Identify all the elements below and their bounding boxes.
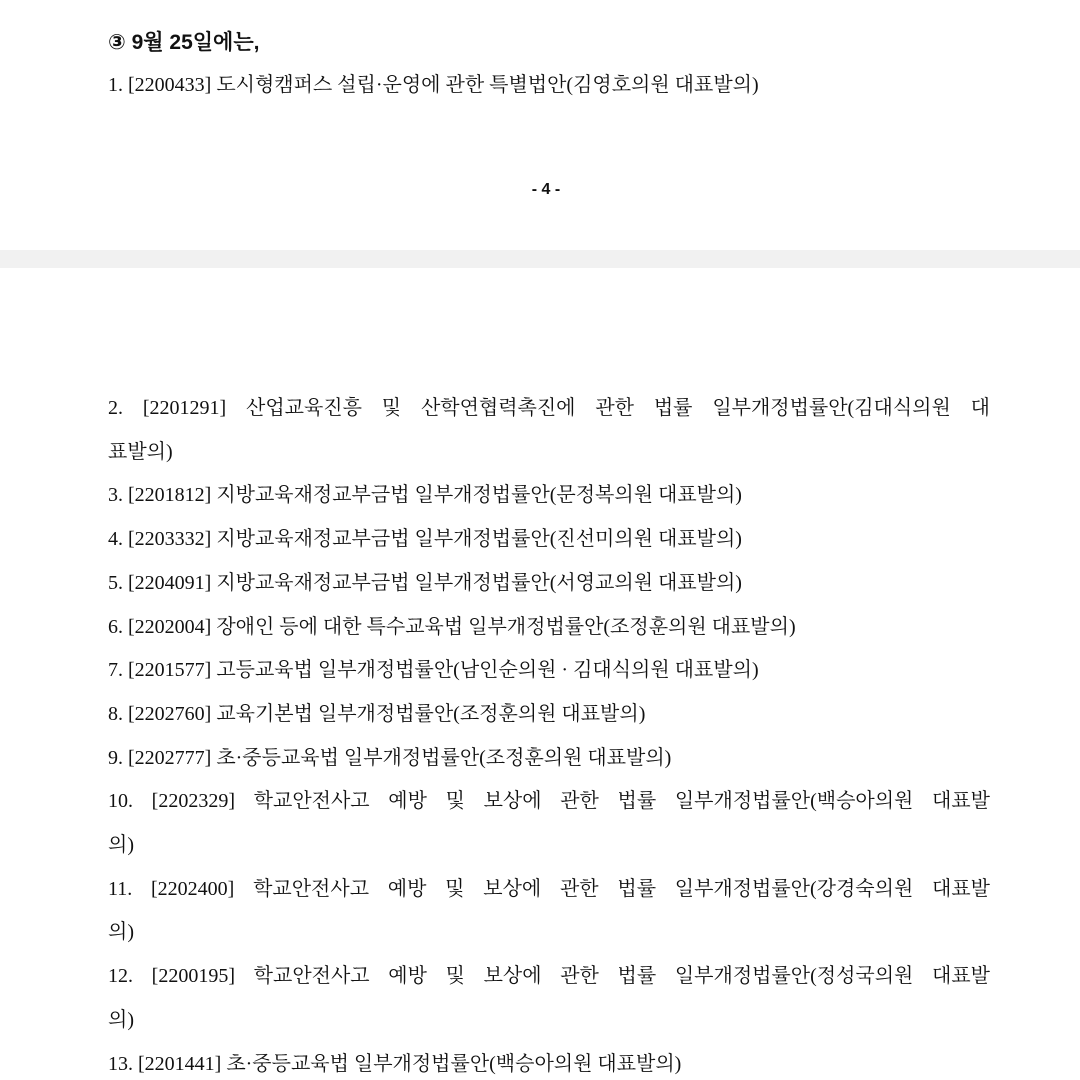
bill-item: 1. [2200433] 도시형캠퍼스 설립·운영에 관한 특별법안(김영호의원 대표발의) [108,74,759,96]
bill-item-line: 9. [2202777] 초·중등교육법 일부개정법률안(조정훈의원 대표발의) [108,746,672,769]
page-number: - 4 - [531,181,561,198]
bill-item-line: 의) [108,834,134,856]
bill-item-line: 7. [2201577] 고등교육법 일부개정법률안(남인순의원 · 김대식의원 대표발의) [108,659,759,682]
bill-item-line: 3. [2201812] 지방교육재정교부금법 일부개정법률안(문정복의원 대표발의) [108,484,742,507]
bill-item-line: 11. [2202400] 학교안전사고 예방 및 보상에 관한 법률 일부개정법률안(강경숙의원 대표발 [108,877,990,900]
bill-item-line: 4. [2203332] 지방교육재정교부금법 일부개정법률안(진선미의원 대표발의) [108,528,742,551]
bill-item-line: 6. [2202004] 장애인 등에 대한 특수교육법 일부개정법률안(조정훈의원 대표발의) [108,615,796,638]
bill-item-line: 12. [2200195] 학교안전사고 예방 및 보상에 관한 법률 일부개정법률안(정성국의원 대표발 [108,965,990,988]
bill-item-line: 8. [2202760] 교육기본법 일부개정법률안(조정훈의원 대표발의) [108,702,646,725]
section-heading: ③ 9월 25일에는, [108,31,260,54]
bill-item-line: 10. [2202329] 학교안전사고 예방 및 보상에 관한 법률 일부개정법률안(백승아의원 대표발 [108,790,990,813]
bill-item-line: 표발의) [108,440,173,463]
bill-item-line: 의) [108,1008,134,1031]
bill-item-line: 2. [2201291] 산업교육진흥 및 산학연협력촉진에 관한 법률 일부개정법률안(김대식의원 대 [108,397,990,419]
page-separator [0,250,1080,268]
bill-item-line: 의) [108,921,134,944]
bill-item-line: 13. [2201441] 초·중등교육법 일부개정법률안(백승아의원 대표발의) [108,1052,682,1075]
bill-item-line: 5. [2204091] 지방교육재정교부금법 일부개정법률안(서영교의원 대표발의) [108,571,742,594]
